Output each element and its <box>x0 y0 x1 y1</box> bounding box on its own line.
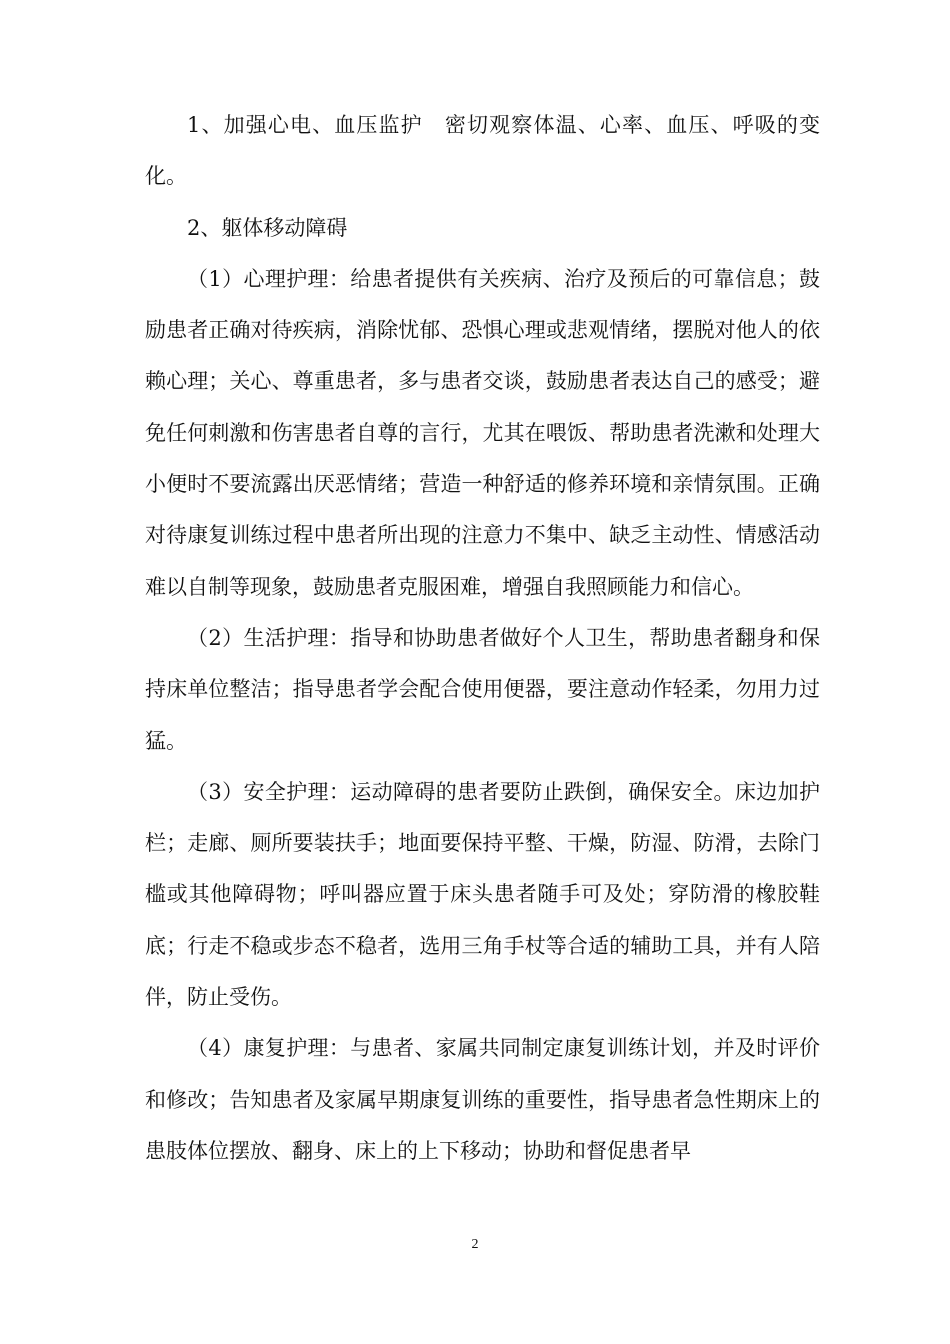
paragraph-daily-care: （2）生活护理：指导和协助患者做好个人卫生，帮助患者翻身和保持床单位整洁；指导患者学会配合使用便器，要注意动作轻柔，勿用力过猛。 <box>145 625 820 753</box>
paragraph-safety-care: （3）安全护理：运动障碍的患者要防止跌倒，确保安全。床边加护栏；走廊、厕所要装扶手；地面要保持平整、干燥，防湿、防滑，去除门槛或其他障碍物；呼叫器应置于床头患者随手可及处；穿防滑的橡胶鞋底；行走不稳或步态不稳者，选用三角手杖等合适的辅助工具，并有人陪伴，防止受伤。 <box>145 779 820 1010</box>
document-body <box>145 100 820 1177</box>
paragraph-psychological-care: （1）心理护理：给患者提供有关疾病、治疗及预后的可靠信息；鼓励患者正确对待疾病，消除忧郁、恐惧心理或悲观情绪，摆脱对他人的依赖心理；关心、尊重患者，多与患者交谈，鼓励患者表达自己的感受；避免任何刺激和伤害患者自尊的言行，尤其在喂饭、帮助患者洗漱和处理大小便时不要流露出厌恶情绪；营造一种舒适的修养环境和亲情氛围。正确对待康复训练过程中患者所出现的注意力不集中、缺乏主动性、情感活动难以自制等现象，鼓励患者克服困难，增强自我照顾能力和信心。 <box>145 266 820 599</box>
page-number: 2 <box>471 1237 479 1252</box>
paragraph-mobility-heading: 2、躯体移动障碍 <box>187 215 348 240</box>
paragraph-monitoring: 1、加强心电、血压监护 密切观察体温、心率、血压、呼吸的变化。 <box>145 113 820 189</box>
paragraph-rehabilitation-care: （4）康复护理：与患者、家属共同制定康复训练计划，并及时评价和修改；告知患者及家属早期康复训练的重要性，指导患者急性期床上的患肢体位摆放、翻身、床上的上下移动；协助和督促患者早 <box>145 1036 820 1163</box>
